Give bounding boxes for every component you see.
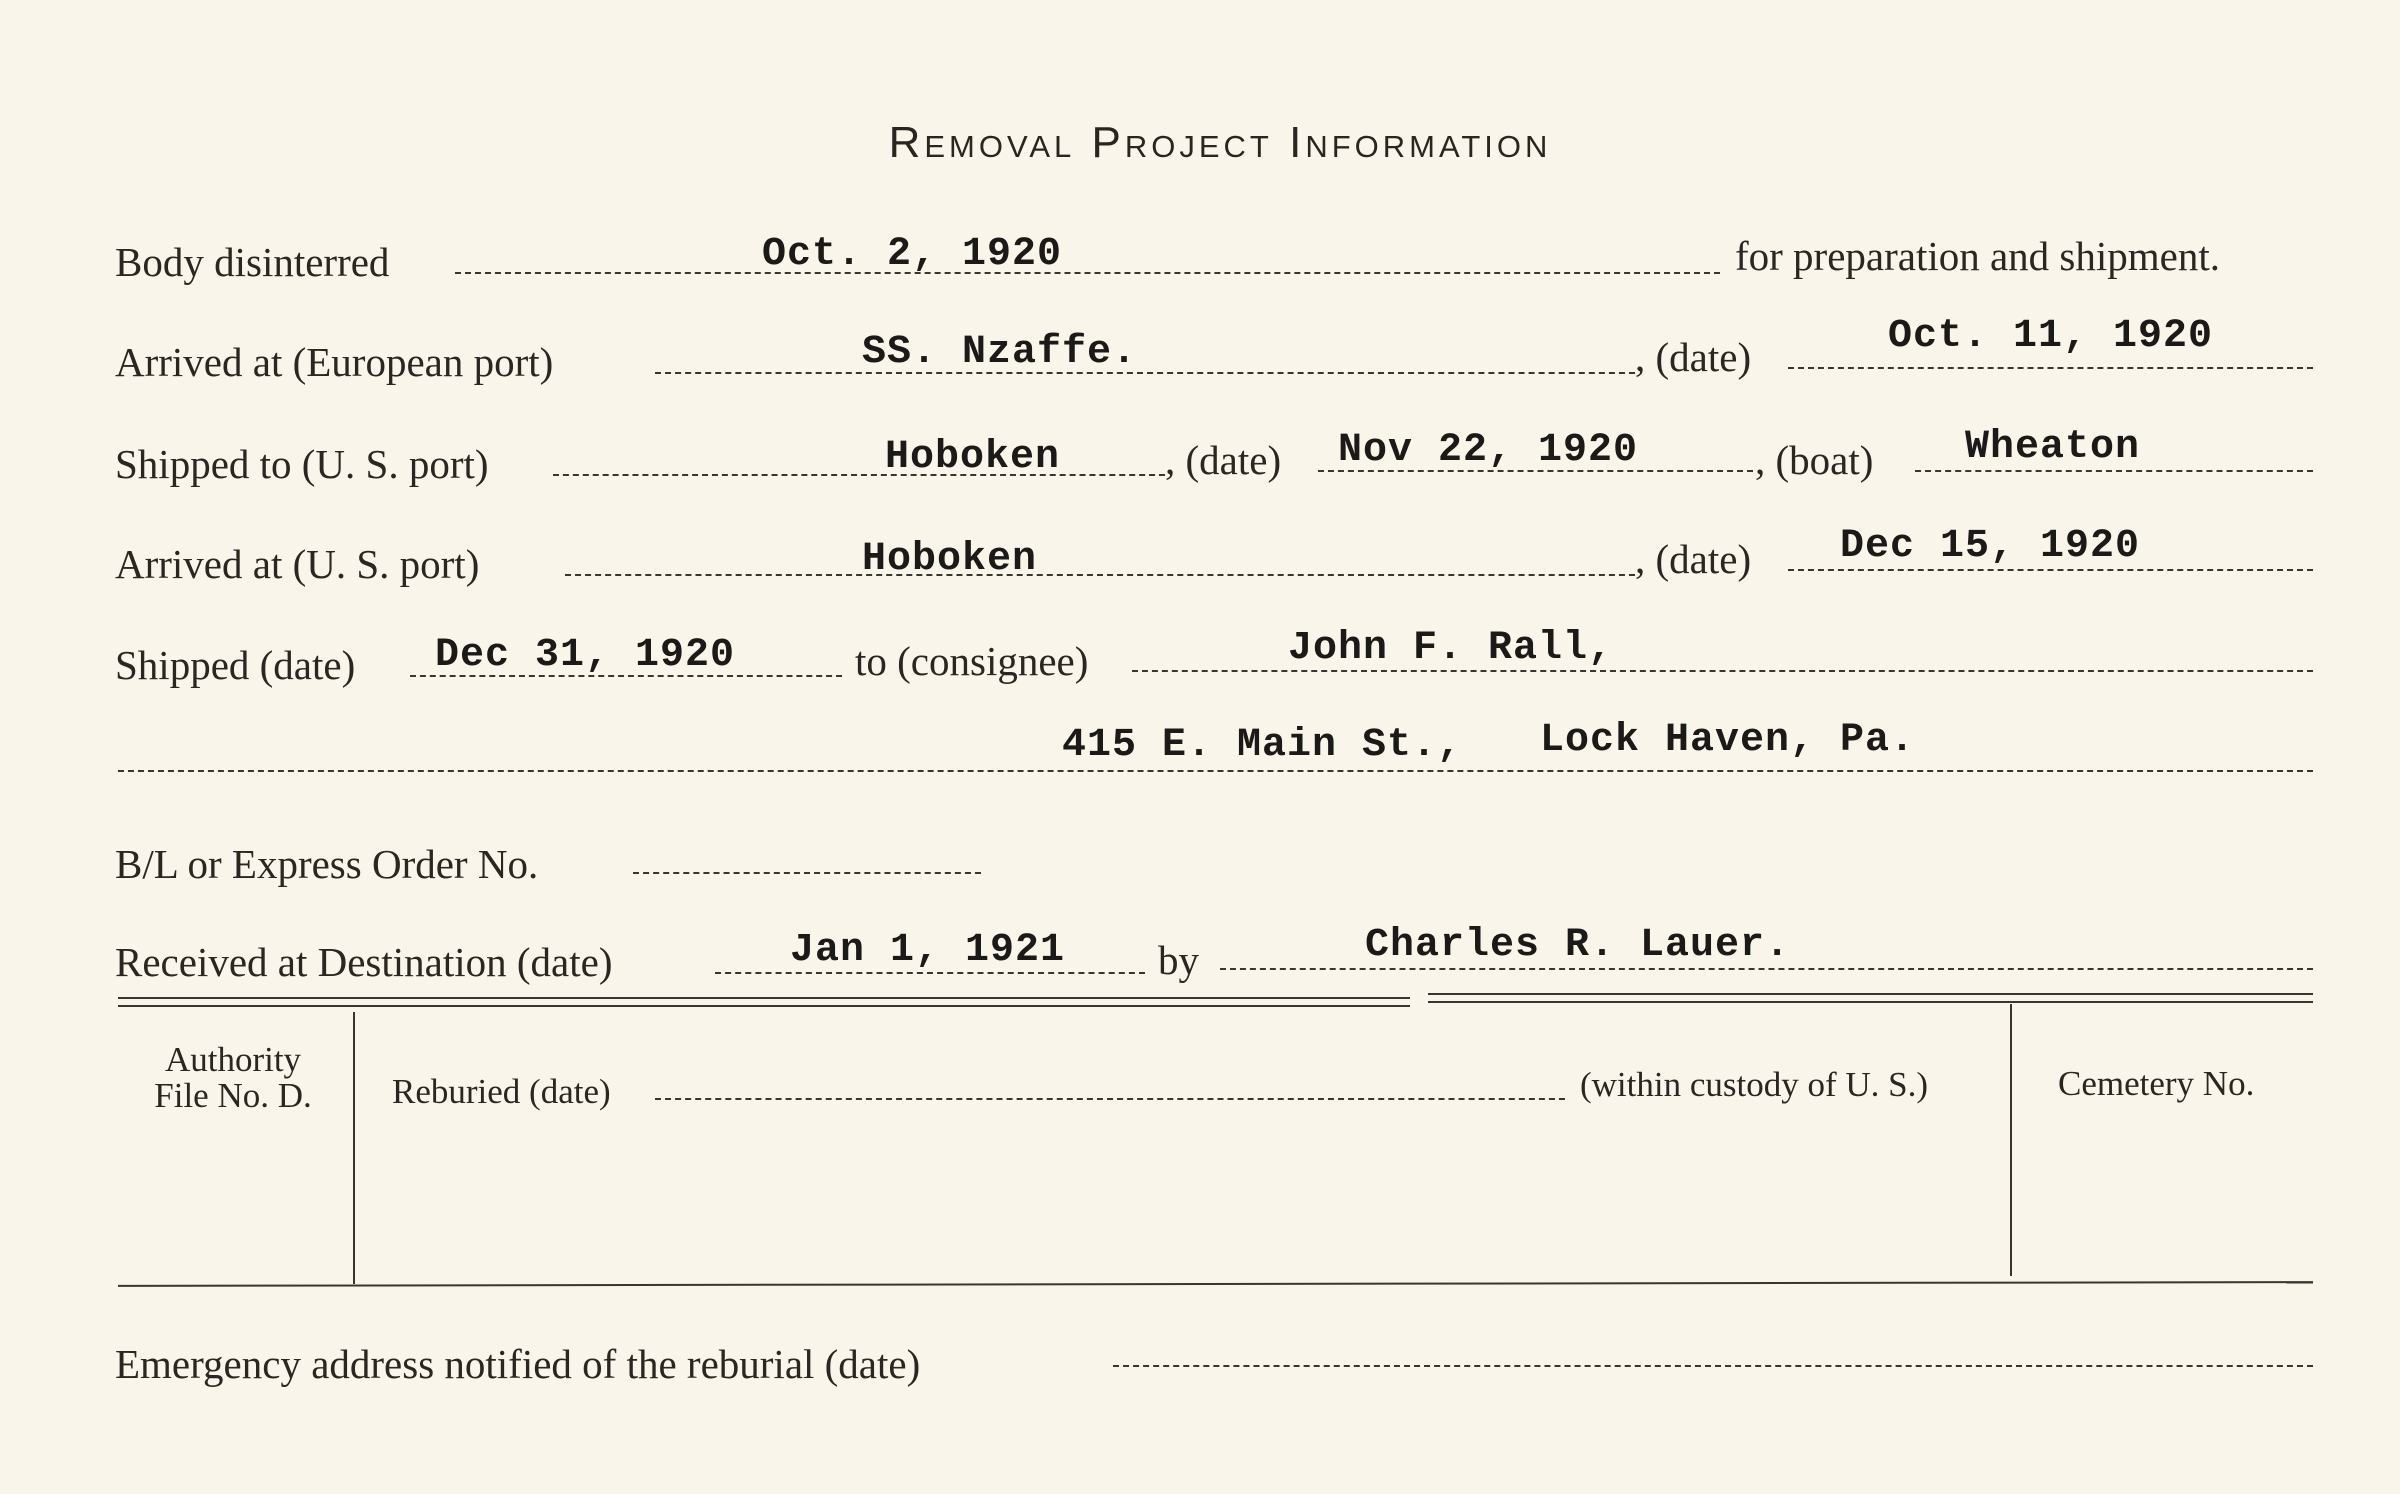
shipped-date-label: Shipped (date) [115, 642, 356, 688]
arrived-us-line [565, 574, 1635, 576]
box-top-rule-left-2 [118, 1005, 1410, 1007]
bl-line [633, 872, 981, 874]
received-value: Jan 1, 1921 [790, 928, 1066, 973]
shipped-us-date-value: Nov 22, 1920 [1338, 428, 1639, 473]
box-top-rule-right-1 [1428, 993, 2313, 995]
shipped-us-boat-value: Wheaton [1965, 425, 2141, 470]
arrived-european-date-line [1788, 367, 2313, 369]
shipped-us-value: Hoboken [885, 435, 1061, 480]
box-top-rule-left-1 [118, 997, 1410, 999]
arrived-us-date-label: , (date) [1635, 536, 1752, 582]
bl-label: B/L or Express Order No. [115, 841, 539, 887]
address-street: 415 E. Main St., [1062, 723, 1463, 768]
shipped-us-boat-line [1915, 470, 2313, 472]
shipped-us-boat-label: , (boat) [1755, 437, 1874, 483]
shipped-us-date-label: , (date) [1165, 437, 1282, 483]
received-by-line [1220, 968, 2313, 970]
authority-label-2: File No. D. [154, 1076, 312, 1115]
shipped-us-label: Shipped to (U. S. port) [115, 441, 489, 487]
arrived-european-date-value: Oct. 11, 1920 [1888, 314, 2214, 359]
arrived-us-date-line [1788, 569, 2313, 571]
box-divider-right [2010, 1004, 2012, 1276]
reburied-line [655, 1098, 1565, 1100]
box-bottom-rule [118, 1281, 2313, 1287]
arrived-european-date-label: , (date) [1635, 334, 1752, 380]
disinterred-suffix: for preparation and shipment. [1735, 233, 2221, 279]
emergency-line [1113, 1365, 2313, 1367]
emergency-label: Emergency address notified of the reburial (date) [115, 1341, 921, 1387]
disinterred-line [455, 272, 1720, 274]
arrived-us-label: Arrived at (U. S. port) [115, 541, 480, 587]
cemetery-label: Cemetery No. [2058, 1064, 2255, 1103]
box-top-rule-right-2 [1428, 1001, 2313, 1003]
reburied-label: Reburied (date) [392, 1072, 611, 1111]
custody-label: (within custody of U. S.) [1580, 1065, 1929, 1104]
authority-label-1: Authority [164, 1040, 302, 1079]
received-by-label: by [1158, 937, 1199, 983]
shipped-us-line [553, 474, 1165, 476]
arrived-european-value: SS. Nzaffe. [862, 330, 1138, 375]
arrived-european-line [655, 372, 1635, 374]
address-city: Lock Haven, Pa. [1540, 718, 1916, 763]
arrived-us-value: Hoboken [862, 537, 1038, 582]
disinterred-value: Oct. 2, 1920 [762, 232, 1063, 277]
arrived-european-label: Arrived at (European port) [115, 339, 554, 385]
disinterred-label: Body disinterred [115, 239, 390, 285]
address-line [118, 770, 2313, 772]
consignee-value: John F. Rall, [1288, 626, 1614, 671]
received-label: Received at Destination (date) [115, 939, 613, 985]
shipped-date-value: Dec 31, 1920 [435, 633, 736, 678]
consignee-label: to (consignee) [855, 638, 1089, 684]
received-by-value: Charles R. Lauer. [1365, 923, 1791, 968]
box-divider-left [353, 1012, 355, 1284]
card-title: Removal Project Information [888, 118, 1552, 167]
arrived-us-date-value: Dec 15, 1920 [1840, 524, 2141, 569]
